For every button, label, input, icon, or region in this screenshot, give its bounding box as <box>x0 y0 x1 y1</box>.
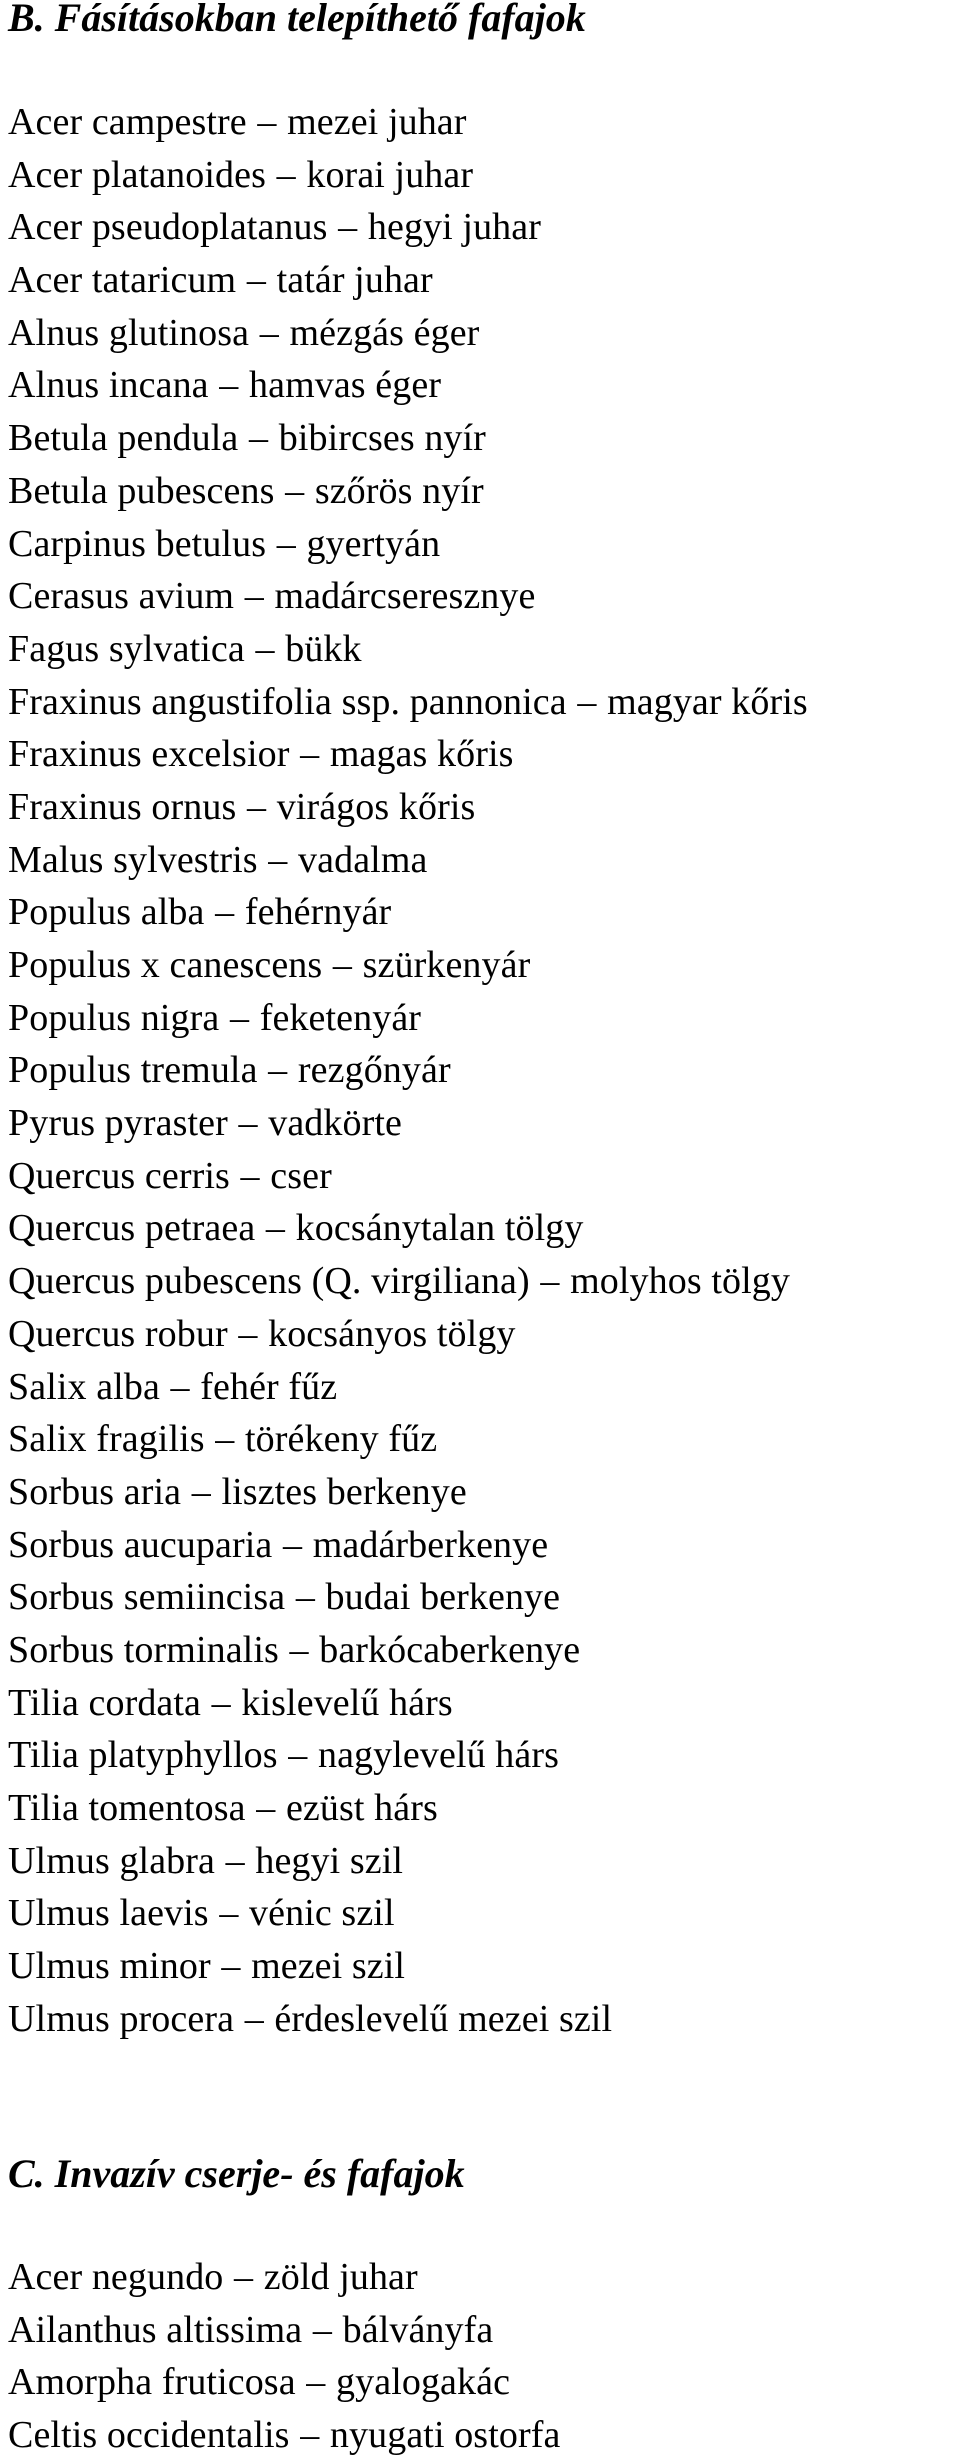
species-latin-name: Ailanthus altissima <box>8 2308 303 2351</box>
name-separator-dash: – <box>225 1839 245 1882</box>
species-entry <box>8 1413 808 1466</box>
name-separator-dash: – <box>215 1418 235 1461</box>
name-separator-dash: – <box>257 101 277 143</box>
species-latin-name: Sorbus semiincisa <box>8 1576 286 1619</box>
name-separator-dash: – <box>265 1207 286 1250</box>
species-hungarian-name: gyertyán <box>306 522 441 565</box>
species-hungarian-name: mézgás éger <box>289 311 480 354</box>
section-b-heading: B. Fásításokban telepíthető fafajok <box>8 0 586 40</box>
name-separator-dash: – <box>256 1787 276 1829</box>
species-entry <box>8 992 808 1045</box>
species-hungarian-name: molyhos tölgy <box>570 1260 790 1303</box>
species-hungarian-name: vadalma <box>298 838 428 881</box>
species-latin-name: Betula pendula <box>8 417 239 460</box>
species-hungarian-name: fehérnyár <box>244 891 392 934</box>
species-hungarian-name: tatár juhar <box>276 259 433 302</box>
species-latin-name: Alnus glutinosa <box>8 311 250 354</box>
species-entry <box>8 1887 808 1940</box>
name-separator-dash: – <box>276 153 296 196</box>
species-hungarian-name: szőrös nyír <box>314 469 484 512</box>
species-entry <box>8 1940 808 1993</box>
species-entry <box>8 96 808 149</box>
species-entry <box>8 1150 808 1203</box>
species-hungarian-name: bibircses nyír <box>278 417 486 460</box>
name-separator-dash: – <box>246 785 267 828</box>
species-hungarian-name: vénic szil <box>249 1892 395 1935</box>
species-entry <box>8 2304 560 2357</box>
species-entry <box>8 1202 808 1255</box>
name-separator-dash: – <box>229 996 250 1039</box>
name-separator-dash: – <box>300 2414 320 2457</box>
species-hungarian-name: érdeslevelű mezei szil <box>274 1997 613 2040</box>
section-b-species-list <box>8 96 808 2045</box>
species-entry <box>8 1044 808 1097</box>
species-entry <box>8 359 808 412</box>
species-hungarian-name: nagylevelű hárs <box>317 1734 559 1777</box>
species-hungarian-name: ezüst hárs <box>285 1787 438 1829</box>
name-separator-dash: – <box>268 1049 288 1092</box>
species-entry <box>8 2409 560 2462</box>
species-latin-name: Quercus petraea <box>8 1207 256 1250</box>
species-hungarian-name: mezei szil <box>251 1945 406 1988</box>
species-latin-name: Fraxinus ornus <box>8 785 237 828</box>
species-entry <box>8 1677 808 1730</box>
species-entry <box>8 1571 808 1624</box>
species-latin-name: Ulmus laevis <box>8 1892 209 1935</box>
species-hungarian-name: szürkenyár <box>362 944 531 986</box>
species-entry <box>8 1624 808 1677</box>
species-latin-name: Populus tremula <box>8 1049 258 1092</box>
species-hungarian-name: fehér fűz <box>200 1365 338 1408</box>
species-entry <box>8 781 808 834</box>
species-hungarian-name: nyugati ostorfa <box>329 2414 561 2457</box>
name-separator-dash: – <box>219 364 239 407</box>
species-latin-name: Betula pubescens <box>8 469 275 512</box>
name-separator-dash: – <box>268 838 288 881</box>
name-separator-dash: – <box>332 944 353 986</box>
name-separator-dash: – <box>282 1523 303 1566</box>
species-entry <box>8 1782 808 1835</box>
name-separator-dash: – <box>238 1312 258 1355</box>
species-latin-name: Pyrus pyraster <box>8 1102 228 1145</box>
species-latin-name: Acer negundo <box>8 2256 224 2298</box>
species-hungarian-name: madárcseresznye <box>274 575 536 618</box>
species-hungarian-name: magyar kőris <box>607 680 808 723</box>
species-entry <box>8 2251 560 2304</box>
species-entry <box>8 254 808 307</box>
species-latin-name: Quercus pubescens (Q. virgiliana) <box>8 1260 530 1303</box>
species-entry <box>8 1097 808 1150</box>
name-separator-dash: – <box>249 417 269 460</box>
name-separator-dash: – <box>244 575 264 618</box>
species-entry <box>8 201 808 254</box>
species-latin-name: Ulmus glabra <box>8 1839 215 1882</box>
name-separator-dash: – <box>577 680 597 723</box>
species-latin-name: Quercus cerris <box>8 1154 230 1197</box>
species-entry <box>8 676 808 729</box>
species-entry <box>8 1729 808 1782</box>
species-hungarian-name: lisztes berkenye <box>221 1470 467 1513</box>
species-hungarian-name: mezei juhar <box>287 101 467 143</box>
species-hungarian-name: madárberkenye <box>312 1523 549 1566</box>
species-hungarian-name: virágos kőris <box>276 785 476 828</box>
species-latin-name: Fraxinus excelsior <box>8 733 290 776</box>
species-entry <box>8 728 808 781</box>
name-separator-dash: – <box>338 206 358 249</box>
name-separator-dash: – <box>300 733 320 776</box>
species-entry <box>8 2356 560 2409</box>
species-hungarian-name: bálványfa <box>342 2308 494 2351</box>
name-separator-dash: – <box>276 522 296 565</box>
species-latin-name: Acer tataricum <box>8 259 237 302</box>
species-latin-name: Tilia tomentosa <box>8 1787 246 1829</box>
name-separator-dash: – <box>255 627 275 670</box>
species-hungarian-name: gyalogakác <box>336 2361 511 2404</box>
species-latin-name: Malus sylvestris <box>8 838 258 881</box>
species-hungarian-name: zöld juhar <box>263 2256 418 2298</box>
species-latin-name: Tilia cordata <box>8 1681 202 1724</box>
species-hungarian-name: budai berkenye <box>325 1576 561 1619</box>
species-latin-name: Salix fragilis <box>8 1418 205 1461</box>
species-entry <box>8 623 808 676</box>
species-entry <box>8 1361 808 1414</box>
species-entry <box>8 939 808 992</box>
species-hungarian-name: kocsánytalan tölgy <box>295 1207 584 1250</box>
name-separator-dash: – <box>285 469 305 512</box>
species-entry <box>8 412 808 465</box>
section-c-species-list <box>8 2251 560 2462</box>
species-latin-name: Tilia platyphyllos <box>8 1734 278 1777</box>
species-hungarian-name: korai juhar <box>306 153 474 196</box>
species-entry <box>8 570 808 623</box>
name-separator-dash: – <box>306 2361 326 2404</box>
species-entry <box>8 1308 808 1361</box>
name-separator-dash: – <box>295 1576 315 1619</box>
name-separator-dash: – <box>289 1628 309 1671</box>
name-separator-dash: – <box>219 1892 239 1935</box>
species-hungarian-name: kocsányos tölgy <box>268 1312 516 1355</box>
species-hungarian-name: bükk <box>285 627 362 670</box>
name-separator-dash: – <box>221 1945 241 1988</box>
species-latin-name: Populus nigra <box>8 996 220 1039</box>
species-latin-name: Sorbus aria <box>8 1470 182 1513</box>
species-entry <box>8 1519 808 1572</box>
species-entry <box>8 886 808 939</box>
species-hungarian-name: vadkörte <box>268 1102 402 1145</box>
species-entry <box>8 1255 808 1308</box>
name-separator-dash: – <box>288 1734 308 1777</box>
name-separator-dash: – <box>234 2256 254 2298</box>
species-entry <box>8 149 808 202</box>
species-entry <box>8 307 808 360</box>
species-entry <box>8 518 808 571</box>
name-separator-dash: – <box>215 891 235 934</box>
species-latin-name: Celtis occidentalis <box>8 2414 290 2457</box>
name-separator-dash: – <box>211 1681 231 1724</box>
species-latin-name: Fraxinus angustifolia ssp. pannonica <box>8 680 567 723</box>
section-c-heading: C. Invazív cserje- és fafajok <box>8 2151 465 2196</box>
species-latin-name: Alnus incana <box>8 364 209 407</box>
species-latin-name: Quercus robur <box>8 1312 228 1355</box>
name-separator-dash: – <box>240 1154 260 1197</box>
species-latin-name: Amorpha fruticosa <box>8 2361 296 2404</box>
name-separator-dash: – <box>170 1365 190 1408</box>
name-separator-dash: – <box>540 1260 560 1303</box>
species-entry <box>8 1466 808 1519</box>
species-hungarian-name: rezgőnyár <box>297 1049 451 1092</box>
species-latin-name: Fagus sylvatica <box>8 627 245 670</box>
species-hungarian-name: törékeny fűz <box>245 1418 438 1461</box>
species-latin-name: Populus alba <box>8 891 205 934</box>
species-entry <box>8 465 808 518</box>
name-separator-dash: – <box>238 1102 258 1145</box>
species-hungarian-name: hegyi juhar <box>367 206 541 249</box>
species-entry <box>8 1993 808 2046</box>
species-latin-name: Cerasus avium <box>8 575 235 618</box>
species-hungarian-name: cser <box>270 1154 332 1197</box>
species-latin-name: Populus x canescens <box>8 944 323 986</box>
name-separator-dash: – <box>191 1470 211 1513</box>
species-hungarian-name: hamvas éger <box>249 364 442 407</box>
name-separator-dash: – <box>246 259 266 302</box>
species-latin-name: Acer platanoides <box>8 153 266 196</box>
name-separator-dash: – <box>259 311 279 354</box>
species-hungarian-name: feketenyár <box>259 996 422 1039</box>
species-latin-name: Salix alba <box>8 1365 160 1408</box>
name-separator-dash: – <box>244 1997 264 2040</box>
species-latin-name: Carpinus betulus <box>8 522 267 565</box>
species-latin-name: Sorbus aucuparia <box>8 1523 273 1566</box>
species-latin-name: Acer campestre <box>8 101 247 143</box>
species-hungarian-name: barkócaberkenye <box>319 1628 581 1671</box>
species-hungarian-name: kislevelű hárs <box>241 1681 453 1724</box>
species-latin-name: Ulmus procera <box>8 1997 235 2040</box>
species-hungarian-name: magas kőris <box>329 733 514 776</box>
species-entry <box>8 834 808 887</box>
species-latin-name: Sorbus torminalis <box>8 1628 279 1671</box>
species-latin-name: Ulmus minor <box>8 1945 211 1988</box>
species-latin-name: Acer pseudoplatanus <box>8 206 328 249</box>
species-entry <box>8 1835 808 1888</box>
name-separator-dash: – <box>312 2308 333 2351</box>
species-hungarian-name: hegyi szil <box>255 1839 404 1882</box>
